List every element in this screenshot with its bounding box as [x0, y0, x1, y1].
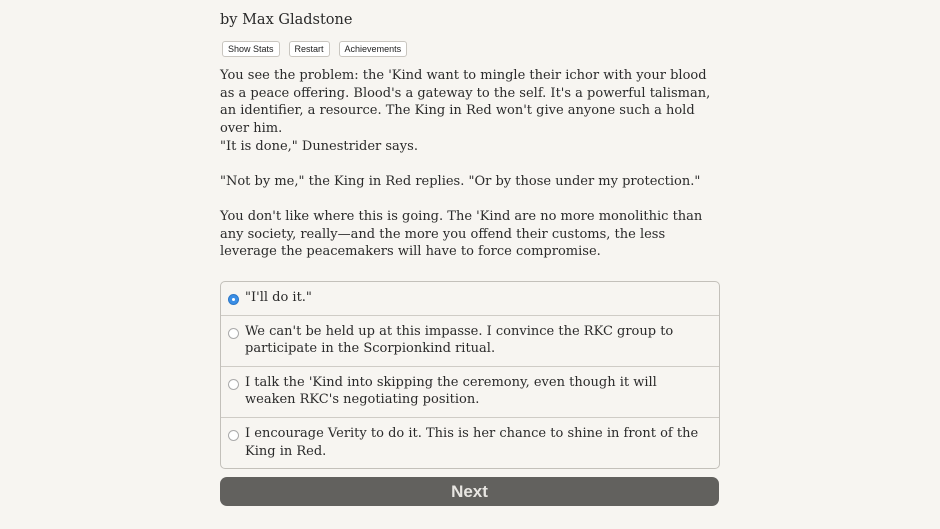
choice-label: I encourage Verity to do it. This is her chance to shine in front of the King in Red.: [245, 425, 699, 459]
toolbar: [222, 41, 407, 57]
choice-label: I talk the 'Kind into skipping the ceremony, even though it will weaken RKC's negotiating position.: [245, 374, 657, 408]
choice-label: We can't be held up at this impasse. I convince the RKC group to participate in the Scorpionkind ritual.: [245, 323, 674, 357]
choice-list: [220, 281, 720, 469]
restart-button[interactable]: Restart: [289, 41, 330, 57]
story-paragraph: "Not by me," the King in Red replies. "Or by those under my protection.": [220, 174, 701, 189]
story-paragraph: "It is done," Dunestrider says.: [220, 139, 418, 154]
radio-selected-icon[interactable]: [228, 294, 239, 305]
choice-option[interactable]: [221, 417, 719, 468]
choice-option[interactable]: [221, 282, 719, 315]
next-button[interactable]: Next: [220, 477, 719, 506]
radio-icon[interactable]: [228, 379, 239, 390]
choice-option[interactable]: [221, 315, 719, 366]
radio-icon[interactable]: [228, 430, 239, 441]
story-paragraph: You don't like where this is going. The 'Kind are no more monolithic than any society, really—and the more you offend their customs, the less leverage the peacemakers will have to force compromise.: [220, 209, 703, 260]
radio-icon[interactable]: [228, 328, 239, 339]
choice-label: "I'll do it.": [245, 290, 312, 305]
show-stats-button[interactable]: Show Stats: [222, 41, 280, 57]
author-byline: by Max Gladstone: [220, 12, 353, 28]
choice-option[interactable]: [221, 366, 719, 417]
story-paragraph: You see the problem: the 'Kind want to mingle their ichor with your blood as a peace offering. Blood's a gateway to the self. It's a powerful talisman, an identifier, a resource. The King in Red won't give anyone such a hold over him.: [220, 68, 711, 136]
achievements-button[interactable]: Achievements: [339, 41, 408, 57]
